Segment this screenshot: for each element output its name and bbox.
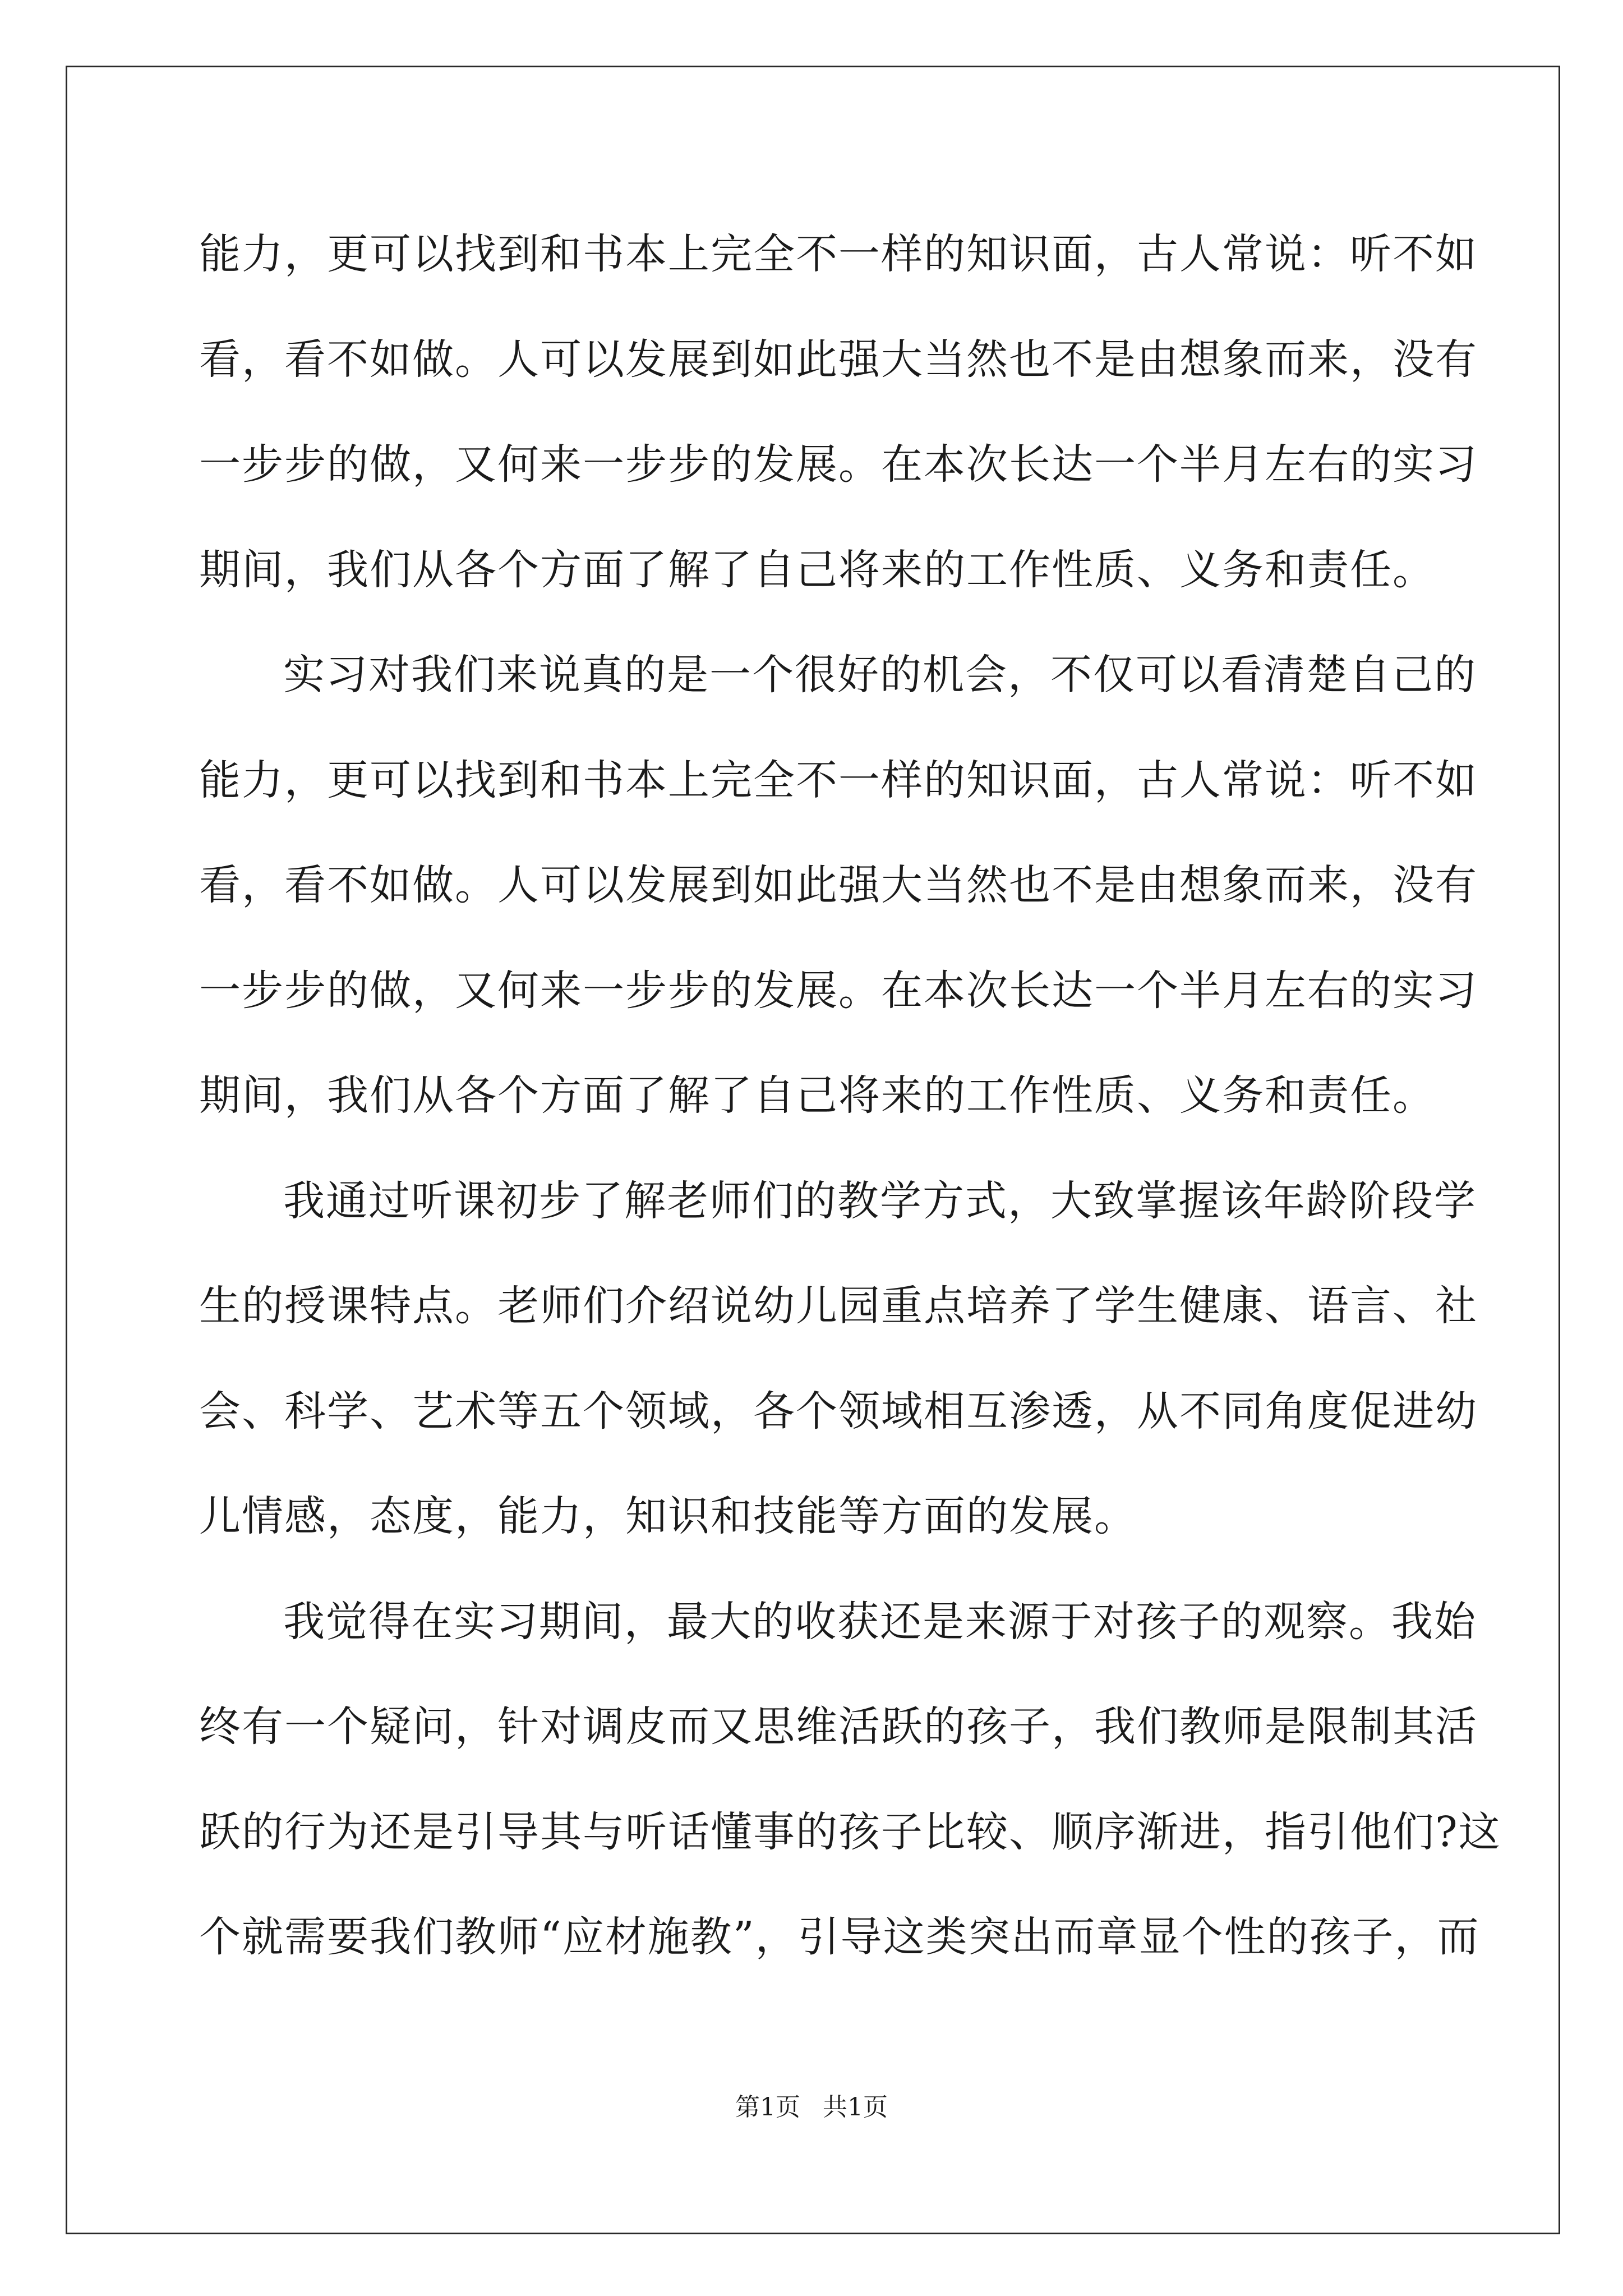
text-line: 能力，更可以找到和书本上完全不一样的知识面，古人常说：听不如 xyxy=(199,756,1478,804)
text-line: 生的授课特点。老师们介绍说幼儿园重点培养了学生健康、语言、社 xyxy=(199,1282,1478,1330)
text-line: 期间，我们从各个方面了解了自己将来的工作性质、义务和责任。 xyxy=(199,545,1435,594)
paragraph xyxy=(199,1149,1478,1570)
text-line: 实习对我们来说真的是一个很好的机会，不仅可以看清楚自己的 xyxy=(283,651,1477,699)
text-line: 儿情感，态度，能力，知识和技能等方面的发展。 xyxy=(199,1492,1137,1540)
document-body xyxy=(199,202,1501,1990)
text-line: 期间，我们从各个方面了解了自己将来的工作性质、义务和责任。 xyxy=(199,1071,1435,1120)
text-line: 一步步的做，又何来一步步的发展。在本次长达一个半月左右的实习 xyxy=(199,966,1478,1015)
page-number: 第1页 xyxy=(735,2093,800,2122)
text-line: 看，看不如做。人可以发展到如此强大当然也不是由想象而来，没有 xyxy=(199,861,1478,909)
text-line: 能力，更可以找到和书本上完全不一样的知识面，古人常说：听不如 xyxy=(199,230,1478,278)
text-line: 我觉得在实习期间，最大的收获还是来源于对孩子的观察。我始 xyxy=(283,1597,1477,1646)
text-line: 跃的行为还是引导其与听话懂事的孩子比较、顺序渐进，指引他们?这 xyxy=(199,1807,1501,1856)
page-total: 共1页 xyxy=(823,2093,888,2122)
text-line: 我通过听课初步了解老师们的教学方式，大致掌握该年龄阶段学 xyxy=(283,1176,1477,1225)
paragraph xyxy=(199,623,1478,1149)
paragraph xyxy=(199,202,1478,623)
text-line: 看，看不如做。人可以发展到如此强大当然也不是由想象而来，没有 xyxy=(199,335,1478,384)
text-line: 个就需要我们教师“应材施教”，引导这类突出而章显个性的孩子，而 xyxy=(199,1913,1480,1961)
text-line: 一步步的做，又何来一步步的发展。在本次长达一个半月左右的实习 xyxy=(199,440,1478,489)
paragraph xyxy=(199,1570,1501,1990)
page-footer xyxy=(0,2087,1623,2123)
text-line: 终有一个疑问，针对调皮而又思维活跃的孩子，我们教师是限制其活 xyxy=(199,1703,1478,1751)
text-line: 会、科学、艺术等五个领域，各个领域相互渗透，从不同角度促进幼 xyxy=(199,1387,1478,1435)
